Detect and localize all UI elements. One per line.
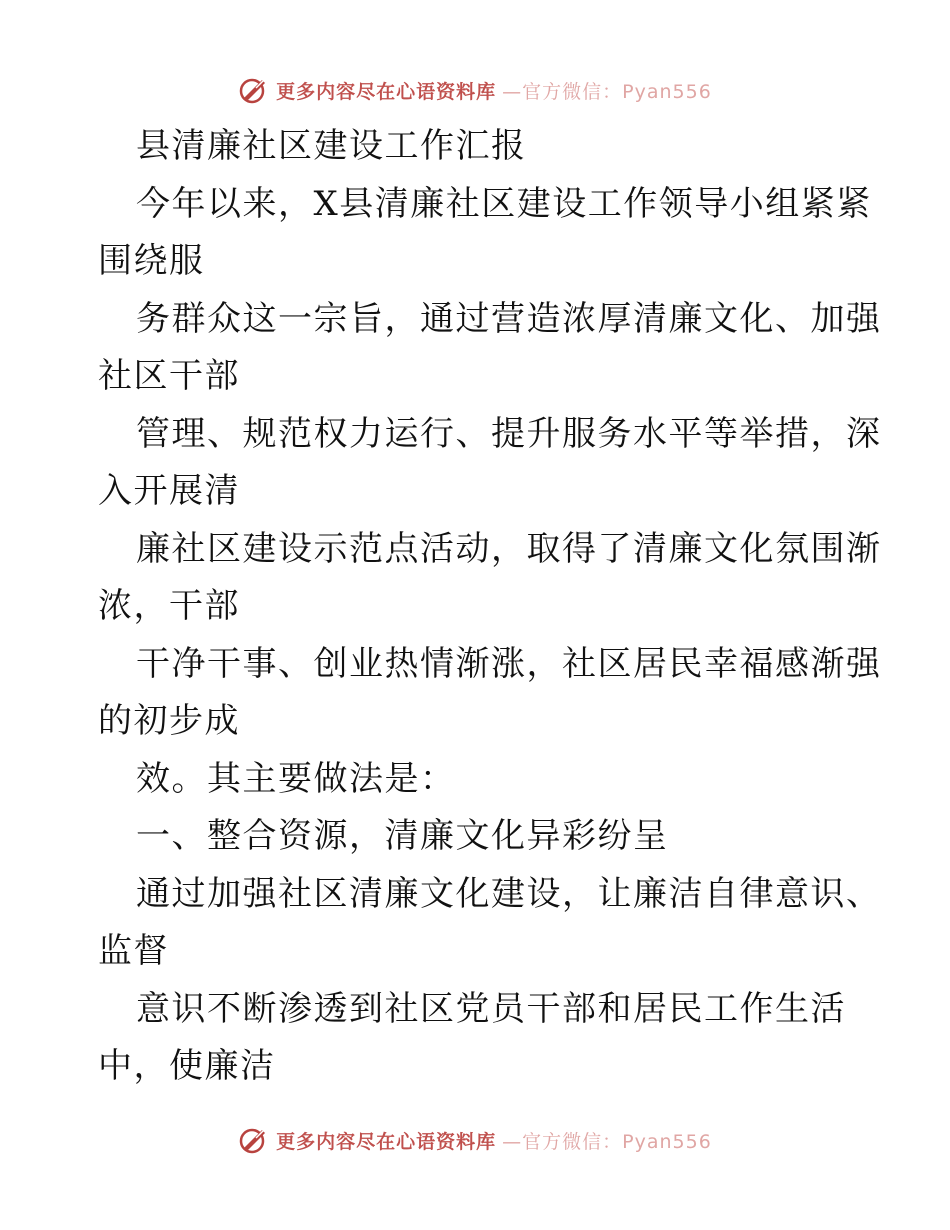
text-line: 浓，干部 — [98, 586, 240, 626]
watermark-brand: 更多内容尽在心语资料库 — [276, 80, 497, 103]
text-line: 干净干事、创业热情渐涨，社区居民幸福感渐强 — [136, 643, 882, 684]
footer-watermark — [0, 1122, 950, 1158]
text-line: 廉社区建设示范点活动，取得了清廉文化氛围渐 — [136, 528, 882, 569]
text-line: 的初步成 — [98, 701, 240, 741]
text-line: 今年以来，X县清廉社区建设工作领导小组紧紧 — [136, 183, 872, 224]
quill-logo-icon — [238, 74, 270, 106]
text-line: 监督 — [98, 931, 169, 971]
header-watermark — [0, 72, 950, 108]
watermark-contact: —官方微信：Pyan556 — [502, 80, 712, 103]
text-line: 意识不断渗透到社区党员干部和居民工作生活 — [136, 988, 846, 1029]
text-line: 入开展清 — [98, 471, 240, 511]
section-heading: 一、整合资源，清廉文化异彩纷呈 — [136, 816, 669, 856]
text-line: 务群众这一宗旨，通过营造浓厚清廉文化、加强 — [136, 298, 882, 339]
text-line: 管理、规范权力运行、提升服务水平等举措，深 — [136, 413, 882, 454]
text-line: 效。其主要做法是： — [136, 758, 456, 799]
text-line: 围绕服 — [98, 241, 205, 281]
text-line: 中，使廉洁 — [98, 1046, 276, 1086]
text-line: 社区干部 — [98, 356, 240, 396]
text-line: 通过加强社区清廉文化建设，让廉洁自律意识、 — [136, 873, 882, 914]
doc-title: 县清廉社区建设工作汇报 — [136, 126, 527, 166]
watermark-contact: —官方微信：Pyan556 — [502, 1130, 712, 1153]
document-body — [98, 118, 882, 1096]
quill-logo-icon — [238, 1124, 270, 1156]
watermark-brand: 更多内容尽在心语资料库 — [276, 1130, 497, 1153]
